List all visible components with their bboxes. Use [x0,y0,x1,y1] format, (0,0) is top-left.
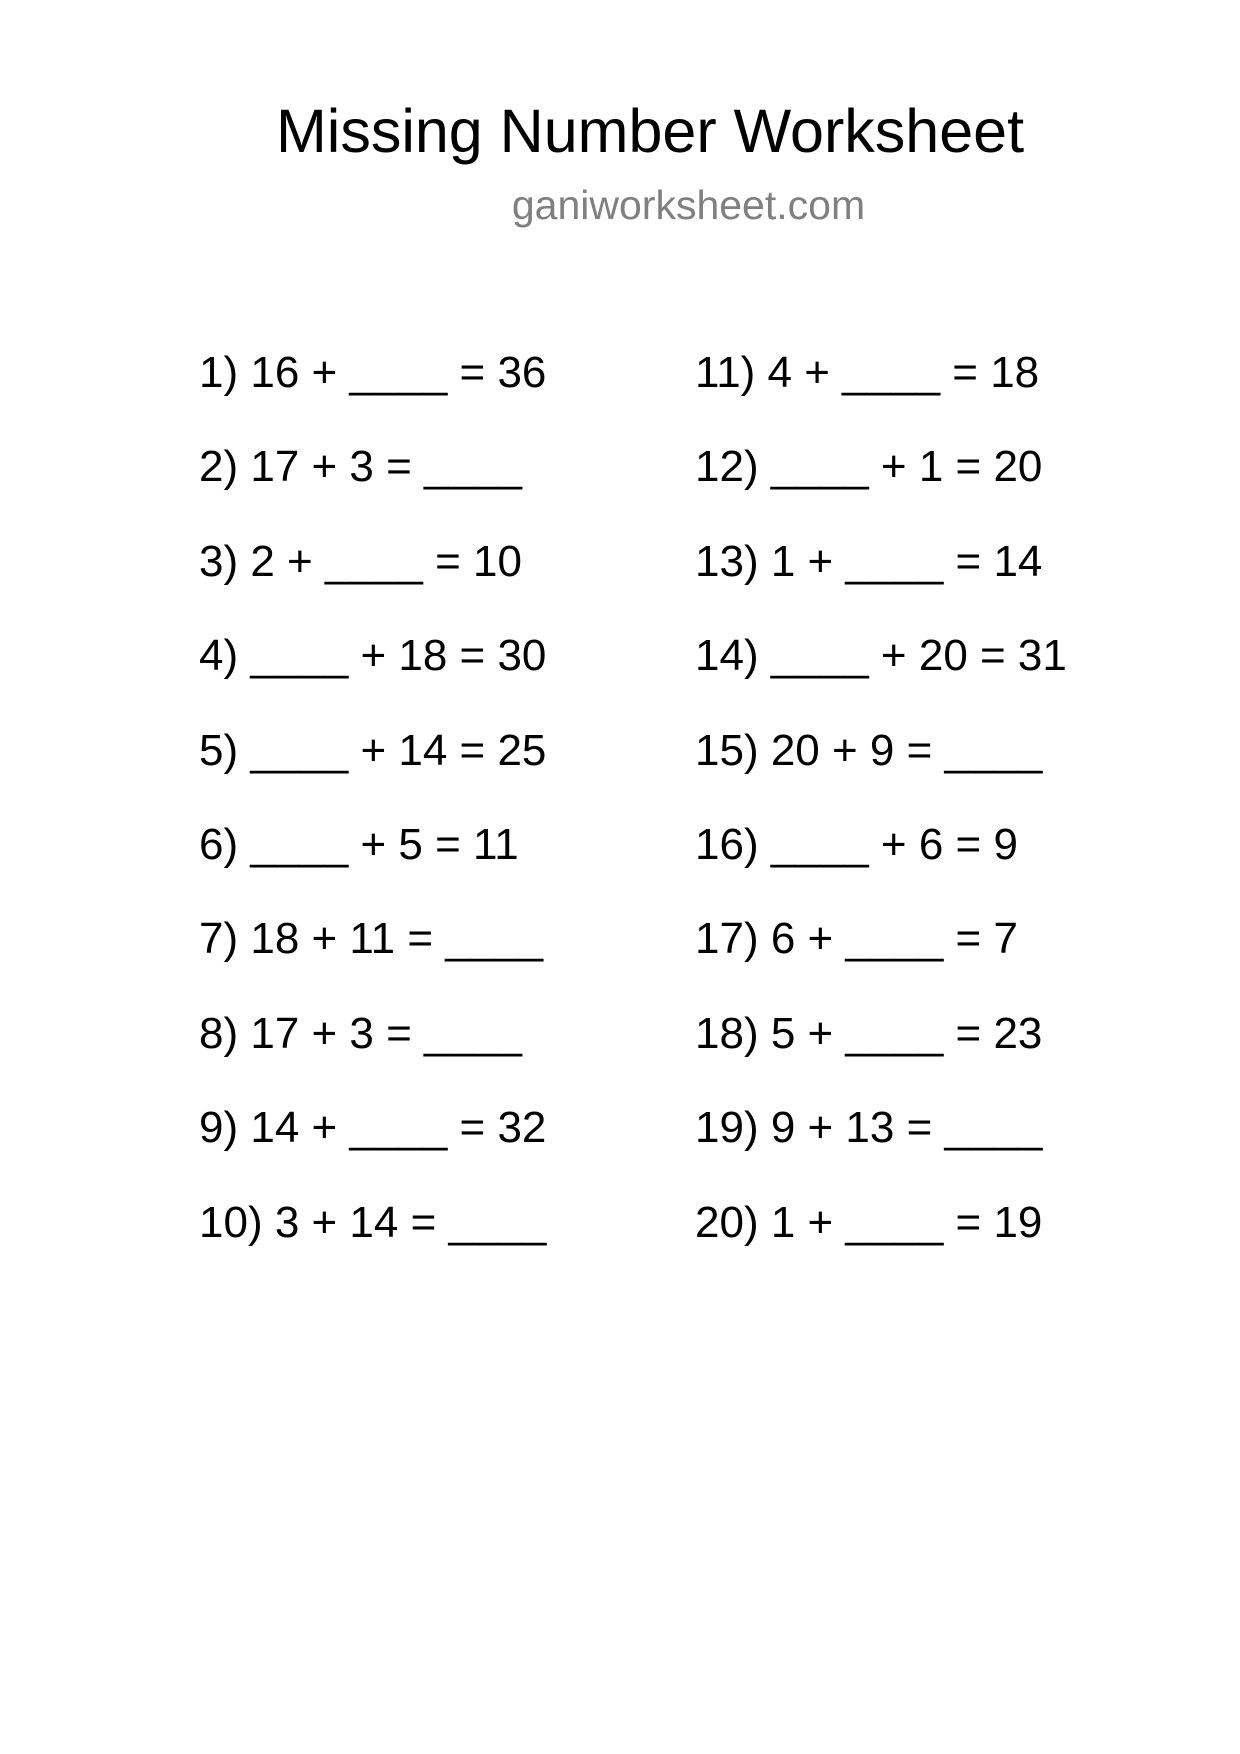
worksheet-source-url: ganiworksheet.com [511,182,866,228]
problems-column-right [695,343,1067,1287]
problem-13: 13) 1 + ____ = 14 [695,536,1043,586]
problem-1: 1) 16 + ____ = 36 [199,348,547,397]
problem-20: 20) 1 + ____ = 19 [695,1197,1043,1247]
problem-19: 19) 9 + 13 = ____ [695,1103,1043,1153]
problem-7: 7) 18 + 11 = ____ [199,914,544,964]
problem-8: 8) 17 + 3 = ____ [199,1008,522,1058]
problem-17: 17) 6 + ____ = 7 [695,914,1018,964]
problem-6: 6) ____ + 5 = 11 [199,819,519,869]
problem-12: 12) ____ + 1 = 20 [695,442,1043,492]
problem-10: 10) 3 + 14 = ____ [199,1197,547,1247]
problem-5: 5) ____ + 14 = 25 [199,725,547,775]
problem-3: 3) 2 + ____ = 10 [199,536,522,586]
problems-column-left [199,343,546,1287]
problem-9: 9) 14 + ____ = 32 [199,1103,547,1153]
problem-16: 16) ____ + 6 = 9 [695,819,1018,869]
problem-11: 11) 4 + ____ = 18 [695,348,1040,397]
problem-14: 14) ____ + 20 = 31 [695,631,1067,681]
problem-2: 2) 17 + 3 = ____ [199,442,522,492]
problem-18: 18) 5 + ____ = 23 [695,1008,1043,1058]
problem-15: 15) 20 + 9 = ____ [695,725,1043,775]
problem-4: 4) ____ + 18 = 30 [199,631,547,681]
worksheet-title: Missing Number Worksheet [275,97,1025,165]
